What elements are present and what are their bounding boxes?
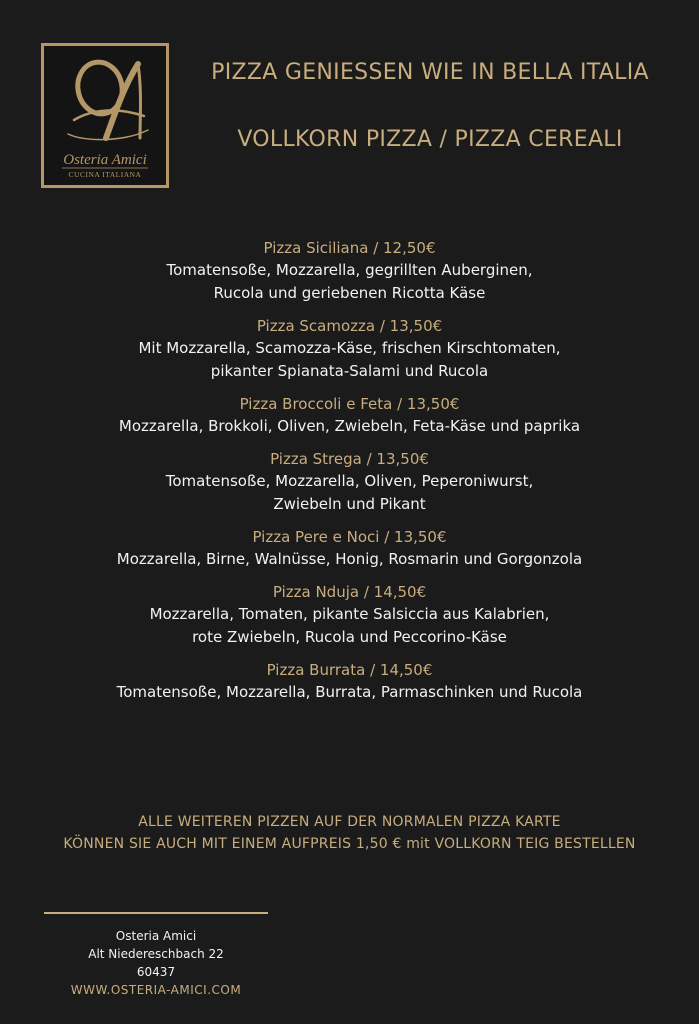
menu-item-name: Pizza Siciliana / 12,50€ (263, 239, 436, 257)
logo-name: Osteria Amici (63, 152, 147, 168)
menu-item-name: Pizza Strega / 13,50€ (270, 450, 429, 468)
menu-item-description: Tomatensoße, Mozzarella, Oliven, Peperoniwurst, (165, 472, 534, 490)
footer-divider (44, 912, 268, 914)
footer-address (44, 927, 268, 999)
headline-primary: PIZZA GENIESSEN WIE IN BELLA ITALIA (211, 60, 649, 85)
headline-secondary: VOLLKORN PIZZA / PIZZA CEREALI (237, 127, 623, 152)
menu-item-name: Pizza Broccoli e Feta / 13,50€ (239, 395, 460, 413)
menu-item-description: Zwiebeln und Pikant (273, 495, 426, 513)
menu-item-description: Rucola und geriebenen Ricotta Käse (213, 284, 486, 302)
menu-item-description: Tomatensoße, Mozzarella, gegrillten Auberginen, (166, 261, 533, 279)
menu-item (0, 581, 699, 649)
logo-graphic (44, 46, 166, 185)
footer-street: Alt Niedereschbach 22 (88, 947, 224, 961)
menu-item (0, 526, 699, 571)
menu-item-description: Mozzarella, Tomaten, pikante Salsiccia aus Kalabrien, (149, 605, 550, 623)
pizza-menu (0, 237, 699, 714)
wholegrain-notice (0, 811, 699, 855)
website-link[interactable]: WWW.OSTERIA-AMICI.COM (70, 983, 242, 997)
footer-zip: 60437 (136, 965, 176, 979)
menu-item (0, 659, 699, 704)
menu-item-name: Pizza Scamozza / 13,50€ (256, 317, 443, 335)
menu-item-description: Mit Mozzarella, Scamozza-Käse, frischen Kirschtomaten, (138, 339, 561, 357)
menu-item (0, 393, 699, 438)
restaurant-logo (41, 43, 169, 188)
menu-item-description: Mozzarella, Brokkoli, Oliven, Zwiebeln, Feta-Käse und paprika (118, 417, 581, 435)
menu-item-name: Pizza Burrata / 14,50€ (266, 661, 433, 679)
menu-item-description: rote Zwiebeln, Rucola und Peccorino-Käse (192, 628, 507, 646)
menu-item-description: Mozzarella, Birne, Walnüsse, Honig, Rosmarin und Gorgonzola (116, 550, 583, 568)
logo-tagline: CUCINA ITALIANA (68, 170, 142, 179)
menu-item (0, 315, 699, 383)
menu-item-description: Tomatensoße, Mozzarella, Burrata, Parmaschinken und Rucola (116, 683, 583, 701)
menu-item-name: Pizza Pere e Noci / 13,50€ (252, 528, 447, 546)
notice-line: ALLE WEITEREN PIZZEN AUF DER NORMALEN PIZZA KARTE (138, 814, 561, 830)
notice-line: KÖNNEN SIE AUCH MIT EINEM AUFPREIS 1,50 € mit VOLLKORN TEIG BESTELLEN (63, 836, 636, 852)
menu-item-name: Pizza Nduja / 14,50€ (272, 583, 427, 601)
menu-item-description: pikanter Spianata-Salami und Rucola (210, 362, 489, 380)
footer-restaurant-name: Osteria Amici (115, 929, 197, 943)
menu-item (0, 448, 699, 516)
menu-item (0, 237, 699, 305)
